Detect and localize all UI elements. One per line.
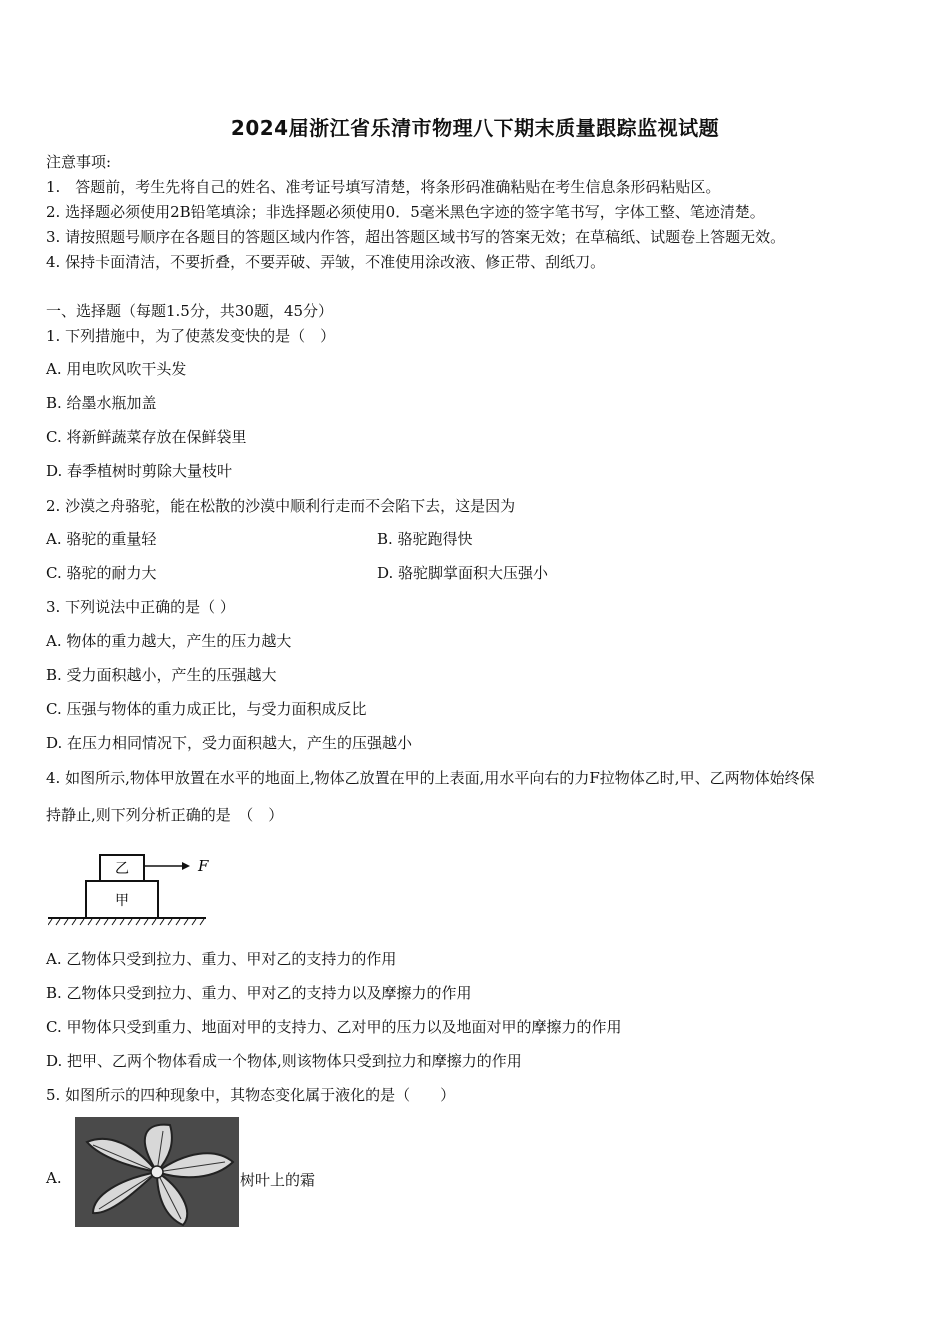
question-2-option-c: C. 骆驼的耐力大 [46, 564, 157, 582]
question-1-option-d: D. 春季植树时剪除大量枝叶 [46, 462, 233, 480]
question-3-option-a: A. 物体的重力越大，产生的压力越大 [46, 632, 292, 650]
block-yi-label: 乙 [115, 861, 129, 877]
question-4-stem-line1: 4. 如图所示,物体甲放置在水平的地面上,物体乙放置在甲的上表面,用水平向右的力F拉物体乙时,甲、乙两物体始终保 [46, 769, 815, 787]
notice-heading: 注意事项: [46, 153, 112, 171]
question-2-option-b: B. 骆驼跑得快 [377, 530, 473, 548]
question-1-option-a: A. 用电吹风吹干头发 [46, 360, 187, 378]
notice-item: 3. 请按照题号顺序在各题目的答题区域内作答，超出答题区域书写的答案无效；在草稿纸、试题卷上答题无效。 [46, 228, 786, 246]
question-2-stem: 2. 沙漠之舟骆驼，能在松散的沙漠中顺利行走而不会陷下去，这是因为 [46, 497, 516, 515]
block-jia-label: 甲 [115, 893, 129, 909]
notice-item: 1. 答题前，考生先将自己的姓名、准考证号填写清楚，将条形码准确粘贴在考生信息条形码粘贴区。 [46, 178, 721, 196]
question-5-option-a-label: A. [46, 1169, 62, 1187]
question-1-option-b: B. 给墨水瓶加盖 [46, 394, 157, 412]
notice-item: 4. 保持卡面清洁，不要折叠，不要弄破、弄皱，不准使用涂改液、修正带、刮纸刀。 [46, 253, 606, 271]
question-2-option-d: D. 骆驼脚掌面积大压强小 [377, 564, 549, 582]
force-arrowhead [182, 862, 190, 870]
question-4-option-c: C. 甲物体只受到重力、地面对甲的支持力、乙对甲的压力以及地面对甲的摩擦力的作用 [46, 1018, 622, 1036]
question-5-stem: 5. 如图所示的四种现象中，其物态变化属于液化的是（ ） [46, 1086, 456, 1104]
question-1-stem: 1. 下列措施中，为了使蒸发变快的是（ ） [46, 327, 336, 345]
frost-leaf-photo [75, 1117, 239, 1227]
question-3-option-b: B. 受力面积越小，产生的压强越大 [46, 666, 277, 684]
section-heading: 一、选择题（每题1.5分，共30题，45分） [46, 302, 334, 320]
question-1-option-c: C. 将新鲜蔬菜存放在保鲜袋里 [46, 428, 247, 446]
question-3-option-c: C. 压强与物体的重力成正比，与受力面积成反比 [46, 700, 367, 718]
question-4-option-a: A. 乙物体只受到拉力、重力、甲对乙的支持力的作用 [46, 950, 397, 968]
question-2-option-a: A. 骆驼的重量轻 [46, 530, 157, 548]
question-3-option-d: D. 在压力相同情况下，受力面积越大，产生的压强越小 [46, 734, 413, 752]
ground-hatching [48, 919, 204, 925]
force-label: F [198, 857, 209, 875]
question-4-option-b: B. 乙物体只受到拉力、重力、甲对乙的支持力以及摩擦力的作用 [46, 984, 472, 1002]
page-title: 2024届浙江省乐清市物理八下期末质量跟踪监视试题 [230, 116, 720, 140]
question-5-option-a-caption: 树叶上的霜 [240, 1171, 316, 1189]
question-3-stem: 3. 下列说法中正确的是（ ） [46, 598, 235, 616]
force-diagram [48, 850, 218, 930]
question-4-stem-line2: 持静止,则下列分析正确的是 （ ） [46, 806, 284, 824]
question-4-option-d: D. 把甲、乙两个物体看成一个物体,则该物体只受到拉力和摩擦力的作用 [46, 1052, 522, 1070]
notice-item: 2. 选择题必须使用2B铅笔填涂；非选择题必须使用0．5毫米黑色字迹的签字笔书写，字体工整、笔迹清楚。 [46, 203, 765, 221]
